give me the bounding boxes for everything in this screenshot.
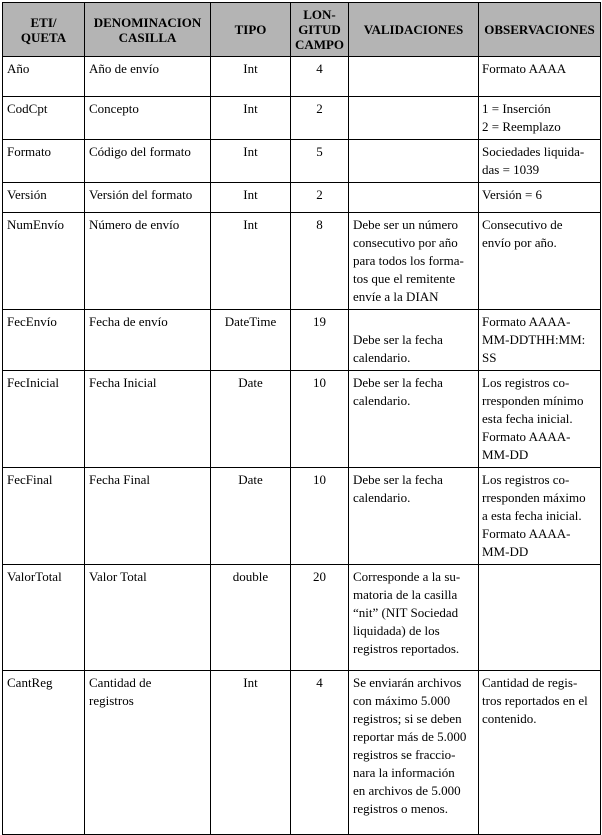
cell-validaciones bbox=[349, 97, 479, 140]
table-row bbox=[3, 140, 601, 183]
table-row bbox=[3, 183, 601, 213]
cell-validaciones: Debe ser la fecha calendario. bbox=[349, 310, 479, 371]
cell-observaciones: Cantidad de regis- tros reportados en el contenido. bbox=[479, 671, 601, 835]
cell-denominacion: Número de envío bbox=[85, 213, 211, 310]
cell-longitud: 10 bbox=[291, 371, 349, 468]
cell-tipo: Int bbox=[211, 57, 291, 97]
cell-denominacion: Fecha Final bbox=[85, 468, 211, 565]
cell-denominacion: Fecha Inicial bbox=[85, 371, 211, 468]
cell-etiqueta: NumEnvío bbox=[3, 213, 85, 310]
cell-denominacion: Versión del formato bbox=[85, 183, 211, 213]
cell-validaciones bbox=[349, 57, 479, 97]
cell-tipo: Date bbox=[211, 468, 291, 565]
table-row bbox=[3, 213, 601, 310]
cell-tipo: Date bbox=[211, 371, 291, 468]
cell-validaciones: Debe ser un número consecutivo por año para todos los forma- tos que el remitente envíe a la DIAN bbox=[349, 213, 479, 310]
cell-observaciones: Consecutivo de envío por año. bbox=[479, 213, 601, 310]
cell-etiqueta: Versión bbox=[3, 183, 85, 213]
header-longitud: LON- GITUD CAMPO bbox=[291, 3, 349, 57]
cell-longitud: 8 bbox=[291, 213, 349, 310]
cell-validaciones: Debe ser la fecha calendario. bbox=[349, 371, 479, 468]
cell-etiqueta: FecEnvío bbox=[3, 310, 85, 371]
cell-denominacion: Valor Total bbox=[85, 565, 211, 671]
cell-etiqueta: Año bbox=[3, 57, 85, 97]
cell-denominacion: Año de envío bbox=[85, 57, 211, 97]
cell-observaciones: Versión = 6 bbox=[479, 183, 601, 213]
cell-observaciones bbox=[479, 565, 601, 671]
cell-longitud: 20 bbox=[291, 565, 349, 671]
cell-etiqueta: CantReg bbox=[3, 671, 85, 835]
cell-etiqueta: FecFinal bbox=[3, 468, 85, 565]
cell-etiqueta: Formato bbox=[3, 140, 85, 183]
table-row bbox=[3, 468, 601, 565]
cell-validaciones bbox=[349, 183, 479, 213]
cell-denominacion: Concepto bbox=[85, 97, 211, 140]
table-row bbox=[3, 671, 601, 835]
cell-longitud: 10 bbox=[291, 468, 349, 565]
cell-tipo: Int bbox=[211, 97, 291, 140]
cell-observaciones: 1 = Inserción 2 = Reemplazo bbox=[479, 97, 601, 140]
table-row bbox=[3, 57, 601, 97]
cell-tipo: Int bbox=[211, 671, 291, 835]
cell-validaciones: Debe ser la fecha calendario. bbox=[349, 468, 479, 565]
cell-tipo: Int bbox=[211, 183, 291, 213]
header-etiqueta: ETI/ QUETA bbox=[3, 3, 85, 57]
table-row bbox=[3, 97, 601, 140]
cell-etiqueta: FecInicial bbox=[3, 371, 85, 468]
table-row bbox=[3, 565, 601, 671]
cell-tipo: double bbox=[211, 565, 291, 671]
table-row bbox=[3, 310, 601, 371]
cell-denominacion: Fecha de envío bbox=[85, 310, 211, 371]
header-observaciones: OBSERVACIONES bbox=[479, 3, 601, 57]
cell-longitud: 4 bbox=[291, 57, 349, 97]
cell-validaciones bbox=[349, 140, 479, 183]
cell-longitud: 4 bbox=[291, 671, 349, 835]
header-validaciones: VALIDACIONES bbox=[349, 3, 479, 57]
header-row bbox=[3, 3, 601, 57]
header-denominacion: DENOMINACION CASILLA bbox=[85, 3, 211, 57]
cell-validaciones: Se enviarán archivos con máximo 5.000 registros; si se deben reportar más de 5.000 registros se fraccio- nara la información en archivos de 5.000 registros o menos. bbox=[349, 671, 479, 835]
cell-longitud: 5 bbox=[291, 140, 349, 183]
cell-etiqueta: CodCpt bbox=[3, 97, 85, 140]
cell-longitud: 19 bbox=[291, 310, 349, 371]
cell-denominacion: Código del formato bbox=[85, 140, 211, 183]
cell-etiqueta: ValorTotal bbox=[3, 565, 85, 671]
cell-validaciones: Corresponde a la su- matoria de la casilla “nit” (NIT Sociedad liquidada) de los registros reportados. bbox=[349, 565, 479, 671]
cell-observaciones: Sociedades liquida- das = 1039 bbox=[479, 140, 601, 183]
cell-tipo: DateTime bbox=[211, 310, 291, 371]
cell-denominacion: Cantidad de registros bbox=[85, 671, 211, 835]
cell-observaciones: Formato AAAA- MM-DDTHH:MM: SS bbox=[479, 310, 601, 371]
cell-longitud: 2 bbox=[291, 183, 349, 213]
cell-tipo: Int bbox=[211, 140, 291, 183]
header-tipo: TIPO bbox=[211, 3, 291, 57]
cell-longitud: 2 bbox=[291, 97, 349, 140]
cell-tipo: Int bbox=[211, 213, 291, 310]
cell-observaciones: Los registros co- rresponden máximo a esta fecha inicial. Formato AAAA- MM-DD bbox=[479, 468, 601, 565]
cell-observaciones: Los registros co- rresponden mínimo esta fecha inicial. Formato AAAA- MM-DD bbox=[479, 371, 601, 468]
cell-observaciones: Formato AAAA bbox=[479, 57, 601, 97]
table-row bbox=[3, 371, 601, 468]
fields-table bbox=[2, 2, 601, 835]
